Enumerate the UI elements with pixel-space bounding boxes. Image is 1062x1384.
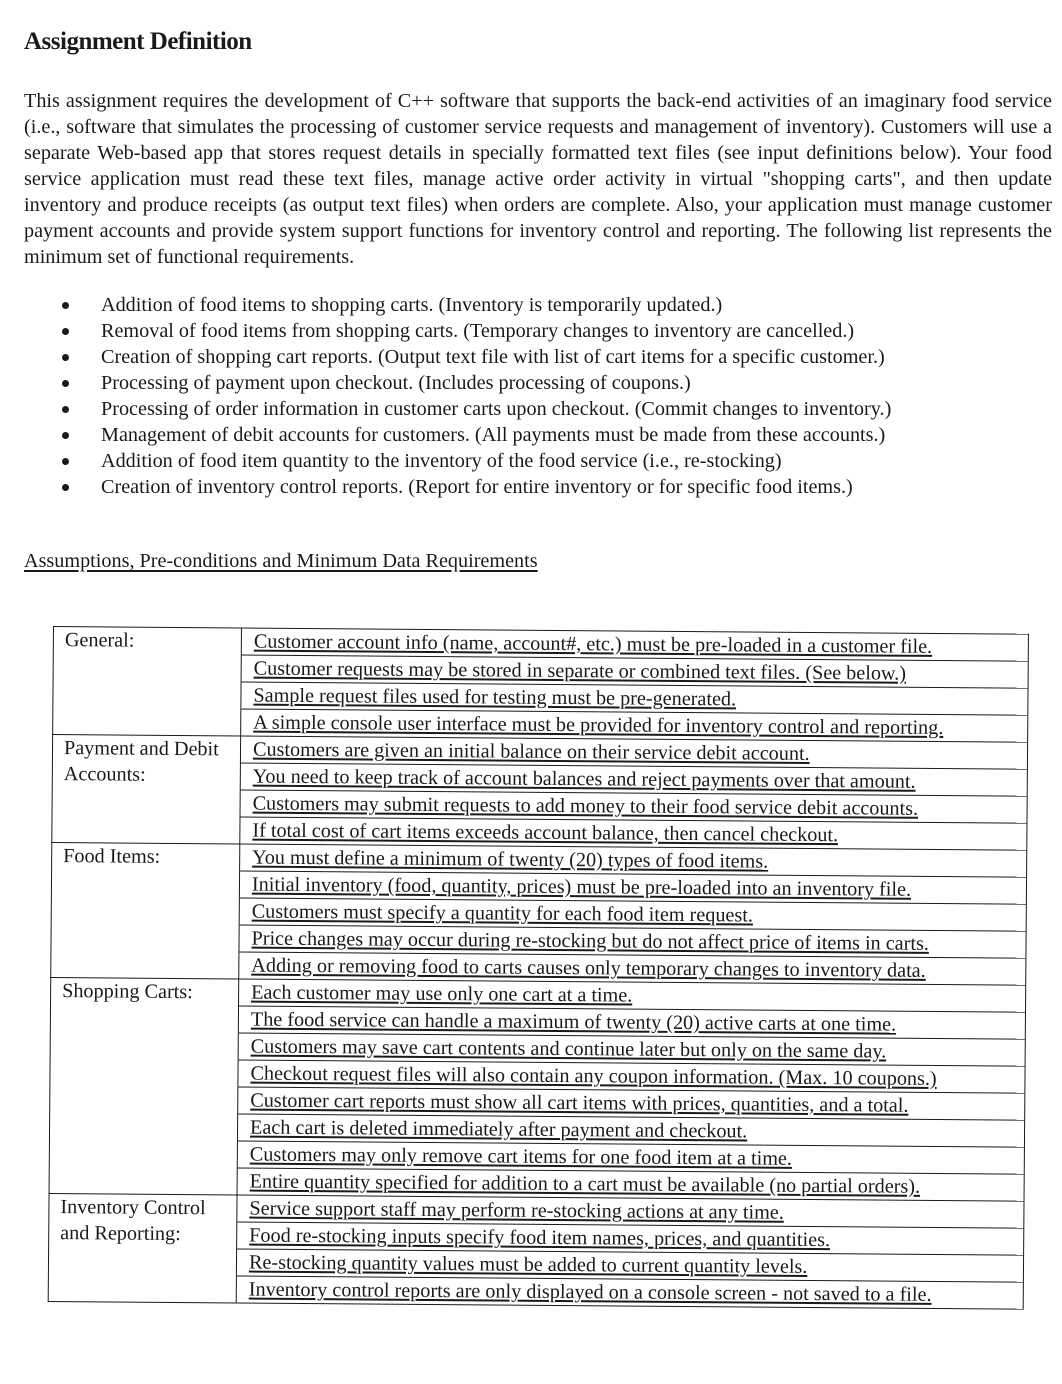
list-item: Creation of inventory control reports. (Report for entire inventory or for specific food items.) bbox=[0, 474, 1062, 500]
bullet-icon bbox=[62, 380, 69, 387]
requirement-text: The food service can handle a maximum of twenty (20) active carts at one time. bbox=[250, 1008, 897, 1036]
requirement-text: Each cart is deleted immediately after payment and checkout. bbox=[249, 1116, 748, 1143]
items-cell bbox=[241, 628, 1029, 742]
bullet-icon bbox=[62, 432, 69, 439]
requirement-text: Customers are given an initial balance on their service debit account. bbox=[252, 738, 810, 765]
requirement-text: Customers may only remove cart items for one food item at a time. bbox=[249, 1143, 793, 1170]
table-row bbox=[49, 977, 1026, 1201]
items-cell bbox=[239, 844, 1027, 985]
requirement-text: You need to keep track of account balances and reject payments over that amount. bbox=[252, 765, 916, 793]
requirement-text: Customers may submit requests to add money to their food service debit accounts. bbox=[252, 792, 919, 820]
bullet-icon bbox=[62, 406, 69, 413]
requirement-text: Entire quantity specified for addition to a cart must be available (no partial orders). bbox=[249, 1170, 921, 1198]
items-cell bbox=[237, 979, 1026, 1201]
requirement-text: A simple console user interface must be provided for inventory control and reporting. bbox=[253, 711, 944, 739]
requirement-text: Checkout request files will also contain any coupon information. (Max. 10 coupons.) bbox=[250, 1062, 937, 1090]
requirement-text: Customers must specify a quantity for each food item request. bbox=[251, 900, 754, 927]
requirement-text: Adding or removing food to carts causes only temporary changes to inventory data. bbox=[251, 954, 926, 982]
bullet-icon bbox=[62, 354, 69, 361]
requirement-text: Inventory control reports are only displayed on a console screen - not saved to a file. bbox=[248, 1278, 932, 1306]
table-row bbox=[51, 842, 1027, 985]
list-item: Addition of food items to shopping carts. (Inventory is temporarily updated.) bbox=[0, 292, 1062, 318]
requirements-table bbox=[48, 626, 1029, 1310]
table-row bbox=[48, 1193, 1024, 1309]
category-cell: Food Items: bbox=[51, 842, 240, 978]
items-cell bbox=[236, 1195, 1024, 1309]
category-cell: Shopping Carts: bbox=[49, 977, 239, 1194]
list-item: Removal of food items from shopping carts. (Temporary changes to inventory are cancelled.) bbox=[0, 318, 1062, 344]
list-item: Addition of food item quantity to the inventory of the food service (i.e., re-stocking) bbox=[0, 448, 1062, 474]
requirement-text: Food re-stocking inputs specify food item names, prices, and quantities. bbox=[249, 1224, 831, 1252]
items-cell bbox=[240, 736, 1028, 850]
bullet-icon bbox=[62, 484, 69, 491]
table-row bbox=[52, 735, 1028, 851]
assumptions-heading: Assumptions, Pre-conditions and Minimum Data Requirements bbox=[24, 550, 538, 572]
list-item: Processing of order information in customer carts upon checkout. (Commit changes to inventory.) bbox=[0, 396, 1062, 422]
functional-requirements-list bbox=[0, 292, 1062, 500]
requirement-text: Customers may save cart contents and continue later but only on the same day. bbox=[250, 1035, 887, 1063]
requirement-text: You must define a minimum of twenty (20) types of food items. bbox=[252, 846, 769, 873]
requirement-text: Sample request files used for testing must be pre-generated. bbox=[253, 684, 737, 711]
requirement-text: Re-stocking quantity values must be added to current quantity levels. bbox=[248, 1251, 808, 1278]
bullet-icon bbox=[62, 458, 69, 465]
list-item: Processing of payment upon checkout. (Includes processing of coupons.) bbox=[0, 370, 1062, 396]
requirement-text: Service support staff may perform re-stocking actions at any time. bbox=[249, 1197, 784, 1224]
bullet-icon bbox=[62, 302, 69, 309]
document-title: Assignment Definition bbox=[24, 28, 252, 55]
requirement-text: Price changes may occur during re-stocking but do not affect price of items in carts. bbox=[251, 927, 929, 955]
bullet-icon bbox=[62, 328, 69, 335]
requirement-text: Each customer may use only one cart at a time. bbox=[251, 981, 633, 1007]
list-item: Creation of shopping cart reports. (Output text file with list of cart items for a specific customer.) bbox=[0, 344, 1062, 370]
requirement-text: Customer cart reports must show all cart items with prices, quantities, and a total. bbox=[250, 1089, 909, 1117]
intro-paragraph: This assignment requires the development of C++ software that supports the back-end activities of an imaginary food service (i.e., software that simulates the processing of customer service requests and management of inventory). Customers will use a separate Web-based app that stores request details in specially formatted text files (see input definitions below). Your food service application must read these text files, manage active order activity in virtual "shopping carts", and then update inventory and produce receipts (as output text files) when orders are complete. Also, your application must manage customer payment accounts and provide system support functions for inventory control and reporting. The following list represents the minimum set of functional requirements. bbox=[24, 90, 1052, 268]
requirement-text: If total cost of cart items exceeds account balance, then cancel checkout. bbox=[252, 819, 839, 847]
category-cell: Inventory Control and Reporting: bbox=[48, 1193, 237, 1302]
category-cell: General: bbox=[53, 627, 242, 736]
category-cell: Payment and Debit Accounts: bbox=[52, 735, 241, 844]
list-item: Management of debit accounts for customers. (All payments must be made from these accounts.) bbox=[0, 422, 1062, 448]
requirement-text: Customer requests may be stored in separate or combined text files. (See below.) bbox=[253, 657, 907, 685]
requirement-text: Initial inventory (food, quantity, prices) must be pre-loaded into an inventory file. bbox=[251, 873, 912, 901]
requirement-text: Customer account info (name, account#, etc.) must be pre-loaded in a customer file. bbox=[253, 630, 933, 658]
table-row bbox=[53, 627, 1029, 743]
